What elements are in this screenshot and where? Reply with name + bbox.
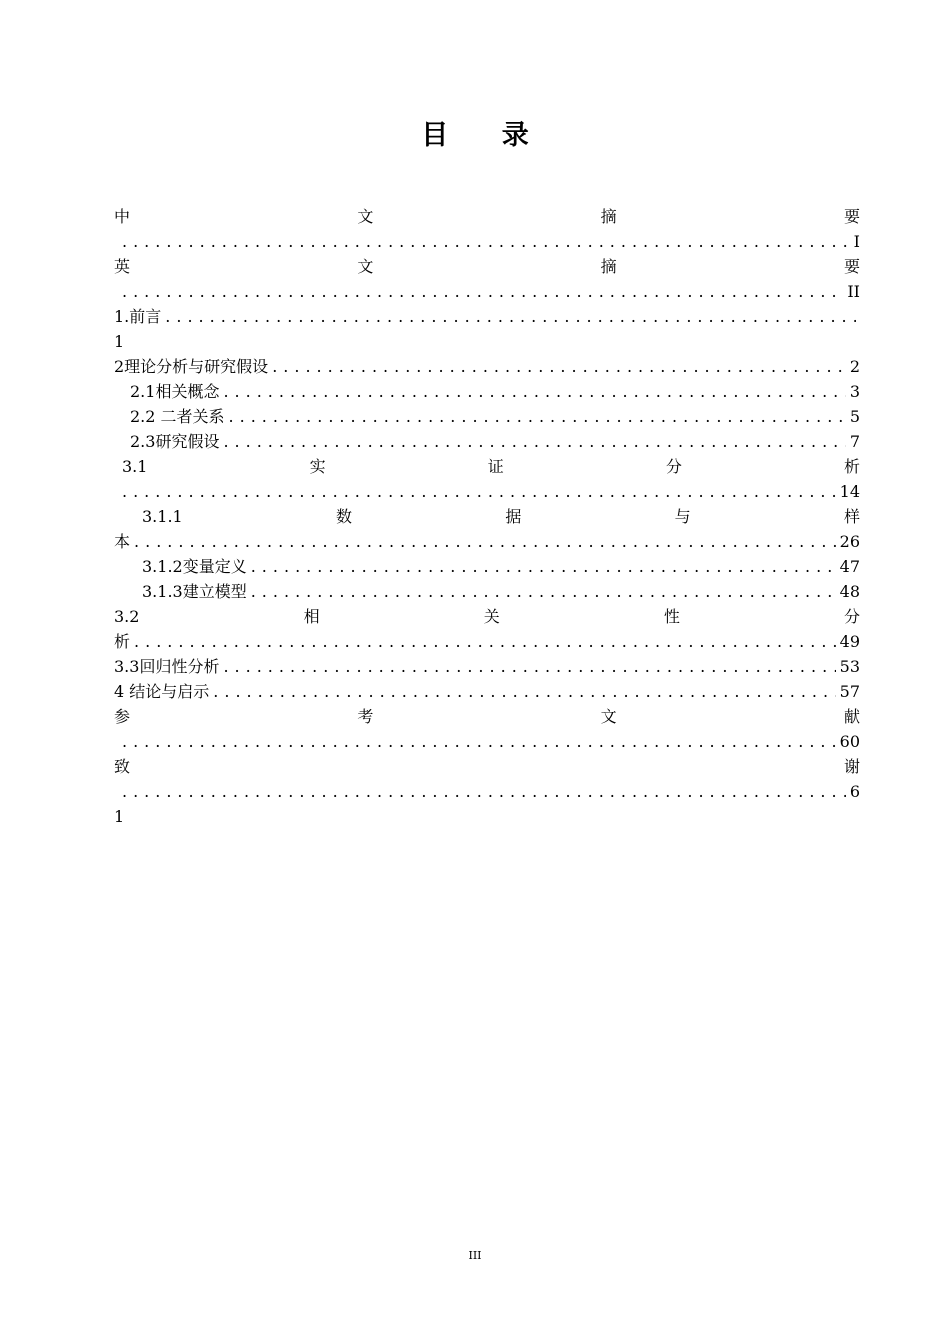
- toc-text: 性: [663, 607, 680, 626]
- toc-text: 文: [600, 707, 617, 726]
- toc-line: [114, 729, 860, 754]
- toc-entry-title: 3.3回归性分析: [114, 657, 220, 676]
- dot-leader: [251, 579, 836, 604]
- toc-entry-title: 1.前言: [114, 307, 162, 326]
- toc-page-number: 47: [839, 557, 860, 576]
- toc-text: 3.1: [122, 457, 148, 476]
- toc-line: [114, 204, 860, 229]
- dot-leader: [122, 229, 850, 254]
- toc-line: [114, 404, 860, 429]
- toc-line: [114, 704, 860, 729]
- toc-text: 谢: [843, 757, 860, 776]
- toc-text: 析: [843, 457, 860, 476]
- toc-text: 1: [114, 332, 125, 351]
- toc-line: [114, 579, 860, 604]
- toc-line: [114, 529, 860, 554]
- toc-text: 实: [309, 457, 326, 476]
- toc-entry-title: 2.1相关概念: [130, 382, 220, 401]
- dot-leader: [122, 779, 846, 804]
- toc-line: [114, 279, 860, 304]
- dot-leader: [229, 404, 846, 429]
- toc-text: 文: [357, 257, 374, 276]
- toc-line: [114, 479, 860, 504]
- toc-line: [114, 304, 860, 329]
- dot-leader: [122, 479, 836, 504]
- dot-leader: [223, 429, 845, 454]
- toc-entry-title: 2.2 二者关系: [130, 407, 225, 426]
- toc-text: 参: [114, 707, 131, 726]
- toc-text: 摘: [600, 207, 617, 226]
- toc-text: 关: [483, 607, 500, 626]
- toc-text: 要: [843, 257, 860, 276]
- toc-page-number: 6: [849, 782, 860, 801]
- dot-leader: [251, 554, 836, 579]
- toc-text: 样: [843, 507, 860, 526]
- toc-entry-title: 4 结论与启示: [114, 682, 210, 701]
- toc-line: [114, 229, 860, 254]
- page-title: 目 录: [421, 120, 551, 151]
- toc-entry-title: 2.3研究假设: [130, 432, 220, 451]
- toc-text: 3.2: [114, 607, 140, 626]
- toc-entry-title: 3.1.2变量定义: [142, 557, 247, 576]
- table-of-contents: [114, 204, 860, 829]
- toc-text: 中: [114, 207, 131, 226]
- dot-leader: [272, 354, 846, 379]
- toc-text: 文: [357, 207, 374, 226]
- toc-text: 1: [114, 807, 125, 826]
- toc-line: [114, 779, 860, 804]
- toc-line: [114, 654, 860, 679]
- toc-page-number: 26: [839, 532, 860, 551]
- toc-entry-title: 2理论分析与研究假设: [114, 357, 269, 376]
- toc-page-number: 57: [839, 682, 860, 701]
- dot-leader: [134, 529, 836, 554]
- toc-text: 据: [505, 507, 522, 526]
- toc-page-number: II: [847, 282, 860, 301]
- toc-text: 考: [357, 707, 374, 726]
- toc-line: [114, 679, 860, 704]
- toc-entry-title: 3.1.3建立模型: [142, 582, 247, 601]
- dot-leader: [134, 629, 836, 654]
- toc-line: [114, 379, 860, 404]
- toc-line: [114, 354, 860, 379]
- toc-page-number: 3: [849, 382, 860, 401]
- toc-text: 相: [303, 607, 320, 626]
- page-number: III: [468, 1249, 482, 1262]
- toc-text: 致: [114, 757, 131, 776]
- toc-text: 证: [487, 457, 504, 476]
- toc-text: 英: [114, 257, 131, 276]
- toc-page-number: 7: [849, 432, 860, 451]
- toc-line: [114, 604, 860, 629]
- toc-text: 献: [843, 707, 860, 726]
- toc-line: [114, 754, 860, 779]
- toc-text: 要: [843, 207, 860, 226]
- toc-page-number: 2: [849, 357, 860, 376]
- toc-page-number: 5: [849, 407, 860, 426]
- dot-leader: [223, 379, 845, 404]
- toc-text: 数: [336, 507, 353, 526]
- toc-page-number: 48: [839, 582, 860, 601]
- toc-line: [114, 504, 860, 529]
- toc-page-number: 14: [839, 482, 860, 501]
- toc-line: [114, 554, 860, 579]
- toc-page-number: 60: [839, 732, 860, 751]
- toc-line: [114, 454, 860, 479]
- toc-page-number: 49: [839, 632, 860, 651]
- toc-entry-title: 本: [114, 532, 131, 551]
- dot-leader: [122, 729, 836, 754]
- toc-text: 分: [843, 607, 860, 626]
- toc-line: [114, 329, 860, 354]
- toc-line: [114, 629, 860, 654]
- toc-page-number: I: [853, 232, 860, 251]
- dot-leader: [213, 679, 835, 704]
- dot-leader: [165, 304, 856, 329]
- toc-text: 与: [674, 507, 691, 526]
- toc-line: [114, 429, 860, 454]
- dot-leader: [223, 654, 835, 679]
- dot-leader: [122, 279, 843, 304]
- toc-entry-title: 析: [114, 632, 131, 651]
- toc-line: [114, 804, 860, 829]
- toc-text: 3.1.1: [142, 507, 183, 526]
- toc-text: 分: [665, 457, 682, 476]
- toc-page-number: 53: [839, 657, 860, 676]
- toc-text: 摘: [600, 257, 617, 276]
- toc-line: [114, 254, 860, 279]
